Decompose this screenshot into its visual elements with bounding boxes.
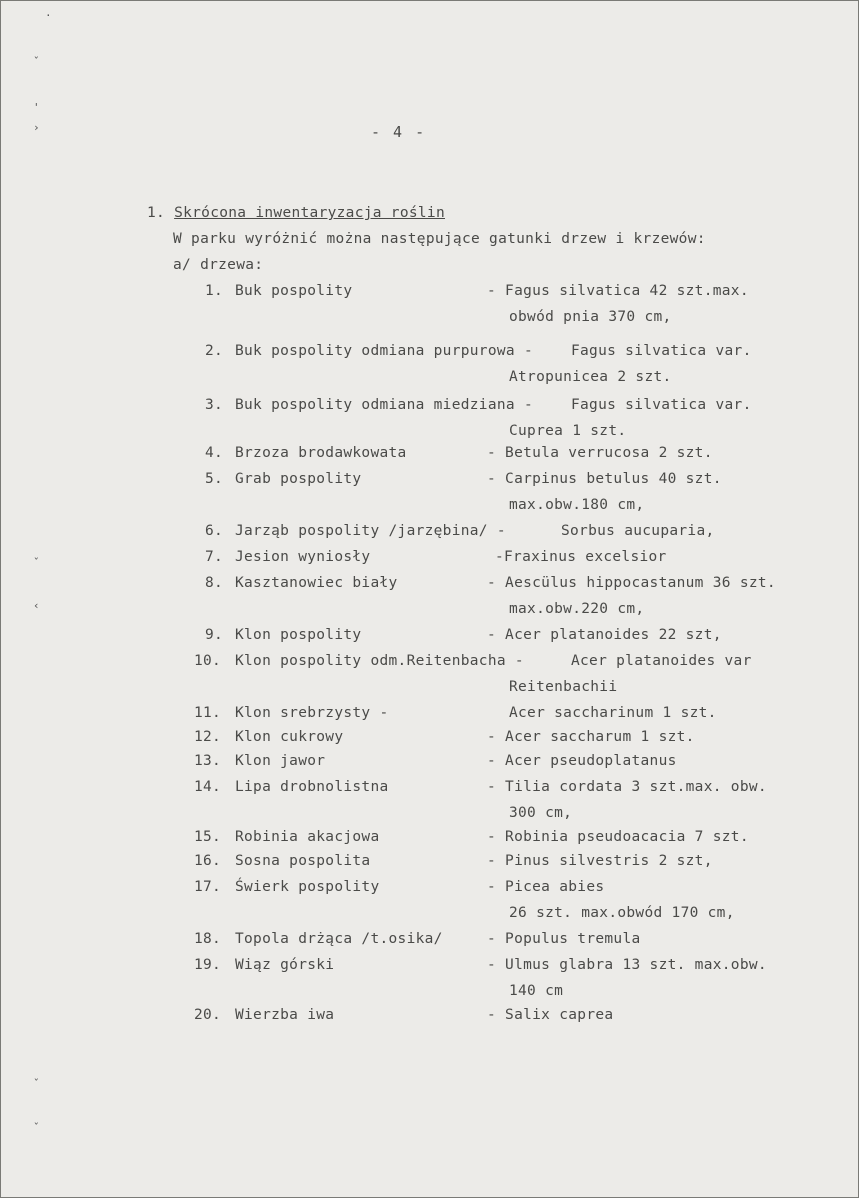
entry-polish-name: Klon jawor xyxy=(235,753,326,769)
entry-continuation: 26 szt. max.obwód 170 cm, xyxy=(509,905,735,921)
entry-latin-name: - Acer saccharum 1 szt. xyxy=(487,729,695,745)
entry-number: 20. xyxy=(194,1007,222,1023)
entry-latin-name: -Fraxinus excelsior xyxy=(495,549,667,565)
entry-number: 18. xyxy=(194,931,222,947)
entry-number: 19. xyxy=(194,957,222,973)
section-heading xyxy=(147,205,445,221)
entry-number: 16. xyxy=(194,853,222,869)
entry-latin-name: - Betula verrucosa 2 szt. xyxy=(487,445,713,461)
entry-number: 8. xyxy=(205,575,224,591)
entry-latin-name: - Fagus silvatica 42 szt.max. xyxy=(487,283,749,299)
entry-latin-name: - Robinia pseudoacacia 7 szt. xyxy=(487,829,749,845)
entry-latin-name: - Acer platanoides 22 szt, xyxy=(487,627,722,643)
margin-mark-icon: ‹ xyxy=(33,599,40,612)
margin-mark-icon: · xyxy=(45,9,52,22)
entry-latin-name: - Pinus silvestris 2 szt, xyxy=(487,853,713,869)
entry-latin-name: - Aescülus hippocastanum 36 szt. xyxy=(487,575,776,591)
entry-continuation: obwód pnia 370 cm, xyxy=(509,309,672,325)
entry-number: 2. xyxy=(205,343,224,359)
entry-number: 13. xyxy=(194,753,222,769)
entry-continuation: max.obw.220 cm, xyxy=(509,601,645,617)
entry-number: 14. xyxy=(194,779,222,795)
entry-polish-name: Buk pospolity odmiana miedziana - xyxy=(235,397,533,413)
entry-polish-name: Sosna pospolita xyxy=(235,853,371,869)
entry-latin-name: - Salix caprea xyxy=(487,1007,614,1023)
entry-number: 15. xyxy=(194,829,222,845)
margin-mark-icon: ˇ xyxy=(33,1121,40,1134)
entry-polish-name: Klon pospolity xyxy=(235,627,362,643)
entry-latin-name: - Tilia cordata 3 szt.max. obw. xyxy=(487,779,767,795)
margin-mark-icon: › xyxy=(33,121,40,134)
entry-number: 10. xyxy=(194,653,222,669)
entry-latin-name: - Acer pseudoplatanus xyxy=(487,753,677,769)
entry-number: 4. xyxy=(205,445,224,461)
margin-mark-icon: ˇ xyxy=(33,1077,40,1090)
entry-number: 17. xyxy=(194,879,222,895)
entry-polish-name: Lipa drobnolistna xyxy=(235,779,389,795)
entry-latin-name: - Carpinus betulus 40 szt. xyxy=(487,471,722,487)
entry-continuation: Atropunicea 2 szt. xyxy=(509,369,672,385)
section-intro: W parku wyróżnić można następujące gatunki drzew i krzewów: xyxy=(173,231,706,247)
entry-polish-name: Wiąz górski xyxy=(235,957,335,973)
entry-polish-name: Buk pospolity xyxy=(235,283,353,299)
entry-latin-name: Sorbus aucuparia, xyxy=(561,523,715,539)
entry-polish-name: Wierzba iwa xyxy=(235,1007,335,1023)
margin-mark-icon: ' xyxy=(33,101,40,114)
entry-latin-name: - Ulmus glabra 13 szt. max.obw. xyxy=(487,957,767,973)
page-number: - 4 - xyxy=(371,123,427,141)
subheading: a/ drzewa: xyxy=(173,257,264,273)
entry-number: 12. xyxy=(194,729,222,745)
entry-number: 6. xyxy=(205,523,224,539)
entry-polish-name: Grab pospolity xyxy=(235,471,362,487)
entry-continuation: Cuprea 1 szt. xyxy=(509,423,627,439)
entry-number: 5. xyxy=(205,471,224,487)
entry-continuation: max.obw.180 cm, xyxy=(509,497,645,513)
entry-polish-name: Kasztanowiec biały xyxy=(235,575,398,591)
margin-mark-icon: ˇ xyxy=(33,55,40,68)
entry-latin-name: Fagus silvatica var. xyxy=(571,397,752,413)
entry-continuation: 300 cm, xyxy=(509,805,573,821)
section-number: 1. xyxy=(147,205,166,221)
entry-latin-name: - Populus tremula xyxy=(487,931,641,947)
entry-number: 1. xyxy=(205,283,224,299)
entry-latin-name: Acer platanoides var xyxy=(571,653,752,669)
entry-polish-name: Brzoza brodawkowata xyxy=(235,445,407,461)
entry-number: 11. xyxy=(194,705,222,721)
entry-latin-name: - Picea abies xyxy=(487,879,605,895)
entry-latin-name: Acer saccharinum 1 szt. xyxy=(509,705,717,721)
entry-polish-name: Robinia akacjowa xyxy=(235,829,380,845)
entry-polish-name: Klon cukrowy xyxy=(235,729,344,745)
entry-polish-name: Świerk pospolity xyxy=(235,879,380,895)
margin-mark-icon: ˇ xyxy=(33,556,40,569)
entry-latin-name: Fagus silvatica var. xyxy=(571,343,752,359)
entry-continuation: Reitenbachii xyxy=(509,679,618,695)
entry-number: 7. xyxy=(205,549,224,565)
entry-polish-name: Klon srebrzysty - xyxy=(235,705,389,721)
entry-polish-name: Jesion wyniosły xyxy=(235,549,371,565)
entry-polish-name: Topola drżąca /t.osika/ xyxy=(235,931,443,947)
section-title: Skrócona inwentaryzacja roślin xyxy=(174,205,445,221)
entry-number: 9. xyxy=(205,627,224,643)
entry-polish-name: Jarząb pospolity /jarzębina/ - xyxy=(235,523,506,539)
entry-number: 3. xyxy=(205,397,224,413)
entry-continuation: 140 cm xyxy=(509,983,564,999)
entry-polish-name: Buk pospolity odmiana purpurowa - xyxy=(235,343,533,359)
entry-polish-name: Klon pospolity odm.Reitenbacha - xyxy=(235,653,524,669)
